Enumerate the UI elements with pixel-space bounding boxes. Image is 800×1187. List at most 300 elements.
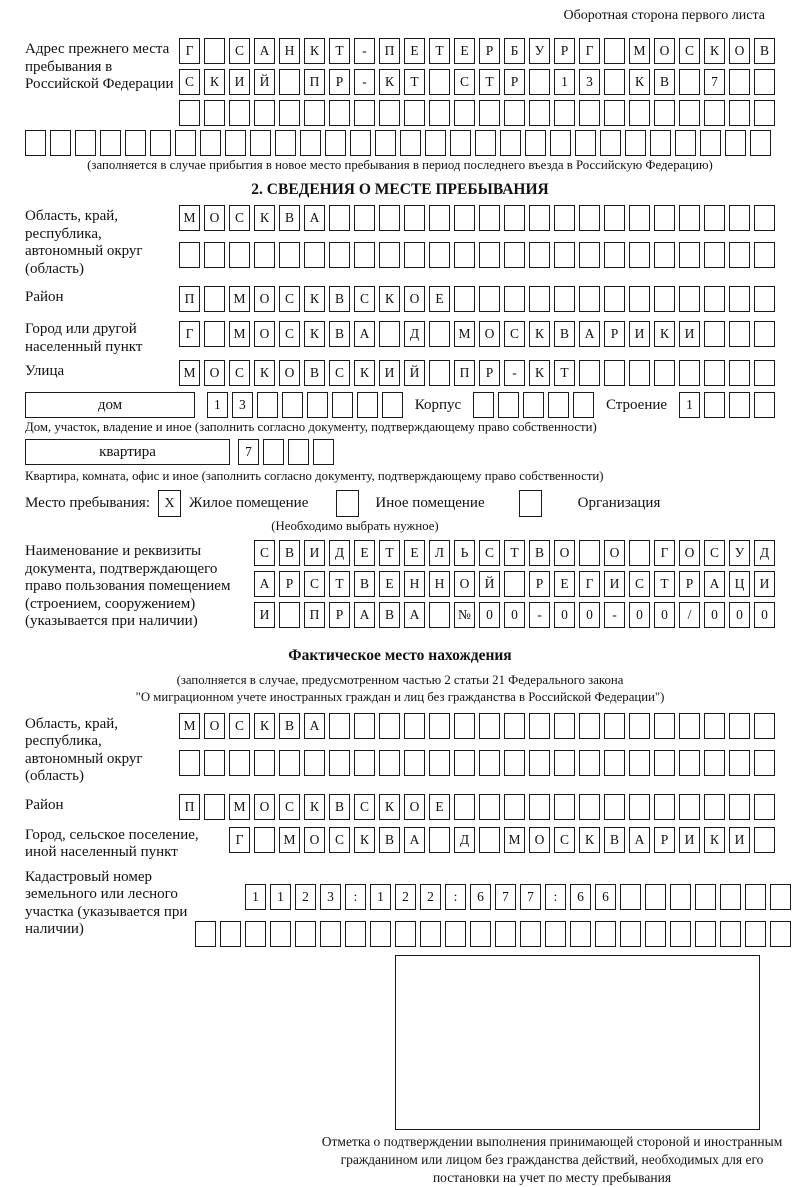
char-box[interactable]: В (329, 794, 350, 820)
char-box[interactable] (429, 205, 450, 231)
char-box[interactable] (704, 392, 725, 418)
char-box[interactable]: С (279, 794, 300, 820)
char-box[interactable]: К (354, 827, 375, 853)
char-box[interactable]: М (179, 713, 200, 739)
char-box[interactable] (279, 100, 300, 126)
char-box[interactable] (420, 921, 441, 947)
char-box[interactable] (600, 130, 621, 156)
char-box[interactable] (523, 392, 544, 418)
char-box[interactable]: Ц (729, 571, 750, 597)
char-box[interactable] (150, 130, 171, 156)
char-box[interactable] (595, 921, 616, 947)
char-box[interactable] (754, 392, 775, 418)
char-box[interactable]: 3 (320, 884, 341, 910)
char-box[interactable] (579, 286, 600, 312)
char-box[interactable] (579, 713, 600, 739)
char-box[interactable]: К (379, 69, 400, 95)
char-box[interactable]: В (329, 286, 350, 312)
char-box[interactable] (329, 750, 350, 776)
char-box[interactable] (504, 794, 525, 820)
char-box[interactable]: 1 (554, 69, 575, 95)
char-box[interactable]: И (229, 69, 250, 95)
char-box[interactable] (404, 100, 425, 126)
char-box[interactable]: 7 (520, 884, 541, 910)
char-box[interactable]: К (379, 794, 400, 820)
char-box[interactable] (604, 286, 625, 312)
char-box[interactable]: А (404, 602, 425, 628)
char-box[interactable] (75, 130, 96, 156)
char-box[interactable]: Т (554, 360, 575, 386)
char-box[interactable]: Д (404, 321, 425, 347)
char-box[interactable] (729, 750, 750, 776)
char-box[interactable]: 0 (754, 602, 775, 628)
char-box[interactable]: 2 (420, 884, 441, 910)
char-box[interactable]: О (404, 286, 425, 312)
char-box[interactable]: В (379, 827, 400, 853)
char-box[interactable]: О (554, 540, 575, 566)
char-box[interactable]: С (229, 360, 250, 386)
char-box[interactable]: Т (404, 69, 425, 95)
char-box[interactable]: В (529, 540, 550, 566)
char-box[interactable] (479, 286, 500, 312)
char-box[interactable] (579, 750, 600, 776)
char-box[interactable] (254, 750, 275, 776)
char-box[interactable]: 1 (270, 884, 291, 910)
char-box[interactable] (604, 794, 625, 820)
char-box[interactable]: В (329, 321, 350, 347)
char-box[interactable] (554, 205, 575, 231)
char-box[interactable] (645, 921, 666, 947)
char-box[interactable]: М (179, 360, 200, 386)
char-box[interactable] (554, 286, 575, 312)
char-box[interactable]: С (554, 827, 575, 853)
char-box[interactable]: О (254, 321, 275, 347)
char-box[interactable] (204, 242, 225, 268)
char-box[interactable] (379, 321, 400, 347)
char-box[interactable] (379, 100, 400, 126)
char-box[interactable] (629, 540, 650, 566)
char-box[interactable]: Р (679, 571, 700, 597)
char-box[interactable] (704, 205, 725, 231)
char-box[interactable] (704, 750, 725, 776)
char-box[interactable] (654, 242, 675, 268)
char-box[interactable]: П (179, 286, 200, 312)
char-box[interactable] (304, 750, 325, 776)
char-box[interactable]: А (304, 205, 325, 231)
char-box[interactable] (470, 921, 491, 947)
char-box[interactable]: М (279, 827, 300, 853)
char-box[interactable] (245, 921, 266, 947)
char-box[interactable] (604, 750, 625, 776)
char-box[interactable]: : (445, 884, 466, 910)
char-box[interactable] (379, 713, 400, 739)
char-box[interactable] (495, 921, 516, 947)
char-box[interactable] (354, 750, 375, 776)
char-box[interactable] (520, 921, 541, 947)
char-box[interactable] (604, 713, 625, 739)
char-box[interactable] (204, 286, 225, 312)
char-box[interactable] (754, 713, 775, 739)
char-box[interactable] (454, 286, 475, 312)
char-box[interactable] (450, 130, 471, 156)
char-box[interactable]: К (254, 205, 275, 231)
char-box[interactable] (754, 205, 775, 231)
char-box[interactable]: Т (329, 38, 350, 64)
char-box[interactable]: 2 (295, 884, 316, 910)
char-box[interactable] (725, 130, 746, 156)
char-box[interactable] (654, 794, 675, 820)
char-box[interactable] (720, 884, 741, 910)
char-box[interactable]: А (704, 571, 725, 597)
char-box[interactable] (354, 713, 375, 739)
char-box[interactable]: 0 (654, 602, 675, 628)
char-box[interactable] (429, 827, 450, 853)
char-box[interactable]: А (629, 827, 650, 853)
char-box[interactable] (529, 205, 550, 231)
char-box[interactable] (679, 713, 700, 739)
char-box[interactable] (645, 884, 666, 910)
char-box[interactable]: М (629, 38, 650, 64)
char-box[interactable]: Г (579, 38, 600, 64)
char-box[interactable] (332, 392, 353, 418)
char-box[interactable] (425, 130, 446, 156)
char-box[interactable]: И (304, 540, 325, 566)
char-box[interactable]: Т (479, 69, 500, 95)
char-box[interactable]: Е (379, 571, 400, 597)
char-box[interactable] (570, 921, 591, 947)
char-box[interactable]: Н (429, 571, 450, 597)
char-box[interactable] (679, 794, 700, 820)
char-box[interactable]: С (229, 205, 250, 231)
char-box[interactable] (375, 130, 396, 156)
char-box[interactable] (400, 130, 421, 156)
char-box[interactable]: С (504, 321, 525, 347)
char-box[interactable]: Г (654, 540, 675, 566)
char-box[interactable]: Е (404, 540, 425, 566)
char-box[interactable]: О (204, 713, 225, 739)
char-box[interactable] (704, 713, 725, 739)
char-box[interactable]: О (679, 540, 700, 566)
char-box[interactable] (254, 100, 275, 126)
char-box[interactable]: П (304, 69, 325, 95)
char-box[interactable] (679, 360, 700, 386)
char-box[interactable] (179, 100, 200, 126)
char-box[interactable] (604, 69, 625, 95)
char-box[interactable]: Й (254, 69, 275, 95)
char-box[interactable] (204, 794, 225, 820)
char-box[interactable] (729, 242, 750, 268)
char-box[interactable] (629, 713, 650, 739)
char-box[interactable] (454, 205, 475, 231)
char-box[interactable]: Г (579, 571, 600, 597)
char-box[interactable]: К (304, 38, 325, 64)
char-box[interactable]: Г (229, 827, 250, 853)
char-box[interactable] (257, 392, 278, 418)
char-box[interactable] (479, 242, 500, 268)
char-box[interactable] (279, 69, 300, 95)
char-box[interactable] (525, 130, 546, 156)
char-box[interactable] (254, 242, 275, 268)
char-box[interactable]: Р (329, 602, 350, 628)
char-box[interactable] (263, 439, 284, 465)
char-box[interactable] (454, 100, 475, 126)
char-box[interactable]: К (704, 827, 725, 853)
char-box[interactable] (357, 392, 378, 418)
char-box[interactable]: Т (429, 38, 450, 64)
char-box[interactable]: Д (754, 540, 775, 566)
char-box[interactable]: А (254, 38, 275, 64)
char-box[interactable] (498, 392, 519, 418)
char-box[interactable]: Ь (454, 540, 475, 566)
char-box[interactable]: Р (279, 571, 300, 597)
char-box[interactable] (379, 242, 400, 268)
char-box[interactable]: 0 (579, 602, 600, 628)
char-box[interactable] (175, 130, 196, 156)
char-box[interactable]: 7 (704, 69, 725, 95)
char-box[interactable] (300, 130, 321, 156)
char-box[interactable]: К (204, 69, 225, 95)
kvartira-box[interactable]: квартира (25, 439, 230, 465)
char-box[interactable]: О (254, 286, 275, 312)
char-box[interactable]: Н (279, 38, 300, 64)
char-box[interactable]: 6 (470, 884, 491, 910)
char-box[interactable] (404, 750, 425, 776)
char-box[interactable]: Т (329, 571, 350, 597)
char-box[interactable]: 1 (207, 392, 228, 418)
char-box[interactable] (179, 750, 200, 776)
char-box[interactable]: - (354, 38, 375, 64)
char-box[interactable] (275, 130, 296, 156)
char-box[interactable] (354, 205, 375, 231)
char-box[interactable]: У (529, 38, 550, 64)
char-box[interactable] (579, 242, 600, 268)
char-box[interactable]: 1 (370, 884, 391, 910)
char-box[interactable]: Г (179, 38, 200, 64)
char-box[interactable] (382, 392, 403, 418)
char-box[interactable]: С (229, 713, 250, 739)
char-box[interactable]: А (579, 321, 600, 347)
char-box[interactable] (504, 571, 525, 597)
char-box[interactable]: О (654, 38, 675, 64)
char-box[interactable] (629, 360, 650, 386)
char-box[interactable] (745, 884, 766, 910)
char-box[interactable]: Д (329, 540, 350, 566)
char-box[interactable]: С (329, 360, 350, 386)
char-box[interactable] (479, 713, 500, 739)
char-box[interactable] (320, 921, 341, 947)
char-box[interactable]: П (179, 794, 200, 820)
char-box[interactable]: : (345, 884, 366, 910)
char-box[interactable] (404, 713, 425, 739)
char-box[interactable] (704, 321, 725, 347)
char-box[interactable] (579, 540, 600, 566)
char-box[interactable] (479, 794, 500, 820)
char-box[interactable] (729, 321, 750, 347)
char-box[interactable] (479, 827, 500, 853)
char-box[interactable] (500, 130, 521, 156)
char-box[interactable]: Е (429, 794, 450, 820)
char-box[interactable] (445, 921, 466, 947)
char-box[interactable] (529, 69, 550, 95)
char-box[interactable] (479, 205, 500, 231)
char-box[interactable] (504, 205, 525, 231)
char-box[interactable]: - (354, 69, 375, 95)
char-box[interactable]: С (454, 69, 475, 95)
char-box[interactable]: № (454, 602, 475, 628)
char-box[interactable]: И (679, 827, 700, 853)
char-box[interactable]: С (229, 38, 250, 64)
char-box[interactable] (695, 884, 716, 910)
char-box[interactable]: П (454, 360, 475, 386)
char-box[interactable]: 0 (704, 602, 725, 628)
char-box[interactable]: - (529, 602, 550, 628)
char-box[interactable] (679, 242, 700, 268)
char-box[interactable]: М (229, 286, 250, 312)
char-box[interactable] (354, 100, 375, 126)
char-box[interactable]: Р (604, 321, 625, 347)
char-box[interactable]: С (679, 38, 700, 64)
char-box[interactable]: К (354, 360, 375, 386)
char-box[interactable]: Т (504, 540, 525, 566)
char-box[interactable] (654, 286, 675, 312)
char-box[interactable]: Е (429, 286, 450, 312)
char-box[interactable] (475, 130, 496, 156)
char-box[interactable]: В (554, 321, 575, 347)
char-box[interactable] (125, 130, 146, 156)
checkbox-inoe[interactable] (336, 490, 359, 517)
char-box[interactable] (654, 205, 675, 231)
char-box[interactable]: Д (454, 827, 475, 853)
char-box[interactable] (220, 921, 241, 947)
char-box[interactable] (754, 286, 775, 312)
char-box[interactable] (479, 100, 500, 126)
char-box[interactable] (745, 921, 766, 947)
char-box[interactable]: С (479, 540, 500, 566)
char-box[interactable]: 1 (245, 884, 266, 910)
char-box[interactable] (654, 360, 675, 386)
char-box[interactable] (479, 750, 500, 776)
char-box[interactable]: Е (404, 38, 425, 64)
char-box[interactable] (404, 205, 425, 231)
char-box[interactable]: Р (329, 69, 350, 95)
char-box[interactable] (329, 205, 350, 231)
char-box[interactable] (350, 130, 371, 156)
char-box[interactable] (25, 130, 46, 156)
char-box[interactable] (295, 921, 316, 947)
char-box[interactable]: В (379, 602, 400, 628)
char-box[interactable]: И (254, 602, 275, 628)
char-box[interactable] (454, 750, 475, 776)
char-box[interactable] (654, 100, 675, 126)
char-box[interactable] (729, 794, 750, 820)
char-box[interactable] (754, 69, 775, 95)
char-box[interactable] (545, 921, 566, 947)
char-box[interactable]: Р (504, 69, 525, 95)
char-box[interactable] (573, 392, 594, 418)
char-box[interactable]: 0 (504, 602, 525, 628)
char-box[interactable] (225, 130, 246, 156)
char-box[interactable] (304, 100, 325, 126)
char-box[interactable]: 3 (232, 392, 253, 418)
char-box[interactable] (695, 921, 716, 947)
char-box[interactable] (204, 100, 225, 126)
char-box[interactable] (429, 321, 450, 347)
char-box[interactable]: Р (654, 827, 675, 853)
char-box[interactable] (529, 242, 550, 268)
char-box[interactable] (195, 921, 216, 947)
char-box[interactable]: В (604, 827, 625, 853)
char-box[interactable] (754, 100, 775, 126)
char-box[interactable]: К (529, 360, 550, 386)
char-box[interactable] (654, 713, 675, 739)
char-box[interactable] (729, 392, 750, 418)
char-box[interactable] (504, 242, 525, 268)
dom-box[interactable]: дом (25, 392, 195, 418)
char-box[interactable]: Л (429, 540, 450, 566)
char-box[interactable]: 7 (495, 884, 516, 910)
char-box[interactable] (529, 750, 550, 776)
char-box[interactable] (279, 242, 300, 268)
char-box[interactable]: 7 (238, 439, 259, 465)
char-box[interactable]: О (204, 360, 225, 386)
char-box[interactable] (579, 794, 600, 820)
char-box[interactable]: Н (404, 571, 425, 597)
char-box[interactable] (579, 205, 600, 231)
char-box[interactable] (429, 242, 450, 268)
char-box[interactable]: В (279, 540, 300, 566)
char-box[interactable]: К (304, 286, 325, 312)
char-box[interactable] (579, 100, 600, 126)
char-box[interactable]: Б (504, 38, 525, 64)
char-box[interactable]: О (204, 205, 225, 231)
char-box[interactable] (250, 130, 271, 156)
char-box[interactable] (679, 750, 700, 776)
char-box[interactable]: В (279, 713, 300, 739)
char-box[interactable] (754, 242, 775, 268)
char-box[interactable] (554, 100, 575, 126)
char-box[interactable]: А (354, 321, 375, 347)
char-box[interactable] (729, 713, 750, 739)
char-box[interactable]: В (654, 69, 675, 95)
char-box[interactable]: : (545, 884, 566, 910)
char-box[interactable] (750, 130, 771, 156)
char-box[interactable] (529, 713, 550, 739)
char-box[interactable] (704, 794, 725, 820)
char-box[interactable] (279, 602, 300, 628)
char-box[interactable]: 0 (629, 602, 650, 628)
char-box[interactable]: М (229, 794, 250, 820)
char-box[interactable] (345, 921, 366, 947)
char-box[interactable] (679, 100, 700, 126)
char-box[interactable]: М (179, 205, 200, 231)
char-box[interactable] (554, 794, 575, 820)
char-box[interactable]: 6 (570, 884, 591, 910)
char-box[interactable] (204, 321, 225, 347)
char-box[interactable] (704, 100, 725, 126)
char-box[interactable] (554, 242, 575, 268)
char-box[interactable] (675, 130, 696, 156)
char-box[interactable] (579, 360, 600, 386)
char-box[interactable] (629, 794, 650, 820)
char-box[interactable]: К (579, 827, 600, 853)
char-box[interactable]: Р (554, 38, 575, 64)
char-box[interactable]: У (729, 540, 750, 566)
char-box[interactable] (650, 130, 671, 156)
char-box[interactable]: - (504, 360, 525, 386)
char-box[interactable] (504, 286, 525, 312)
char-box[interactable] (629, 286, 650, 312)
char-box[interactable] (754, 750, 775, 776)
